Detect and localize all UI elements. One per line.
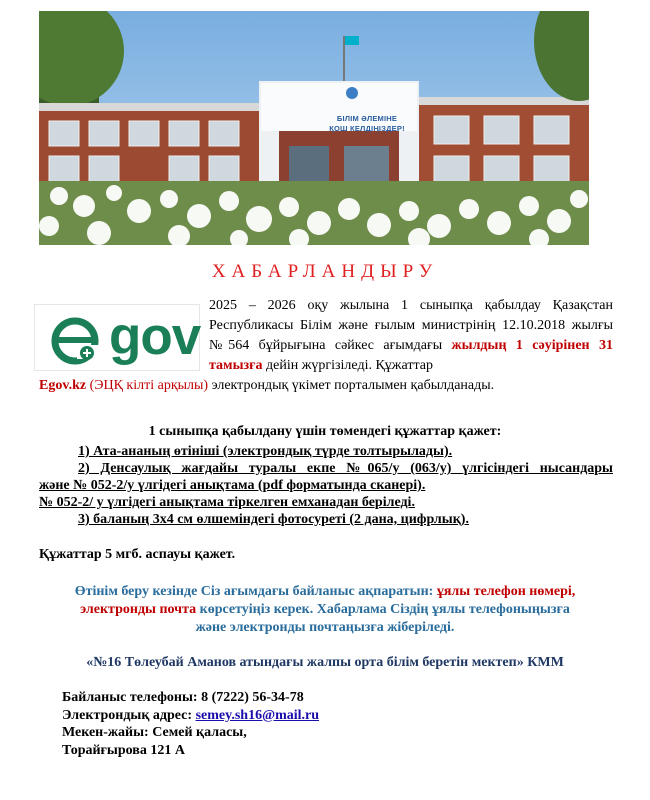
contact-address-line2: Торайғырова 121 А [62, 742, 185, 758]
document-item-2-line3: № 052-2/ у үлгідегі анықтама тіркелген емханадан беріледі. [39, 495, 415, 510]
intro-paragraph [209, 296, 613, 376]
contact-address-line1: Мекен-жайы: Семей қаласы, [62, 725, 247, 740]
notice-phone: ұялы телефон нөмері, [436, 584, 576, 599]
school-name: «№16 Төлеубай Аманов атындағы жалпы орта білім беретін мектеп» КММ [86, 655, 564, 670]
intro-text-1: 2025 – 2026 оқу жылына 1 сыныпқа қабылдау Қазақстан Республикасы Білім және ғылым министрінің 12.10.2018 жылғы №564 бұйрығына сәйкес ағымдағы [209, 298, 613, 353]
size-note: Құжаттар 5 мгб. аспауы қажет. [39, 547, 236, 562]
document-item-3: 3) баланың 3х4 см өлшеміндегі фотосуреті (2 дана, цифрлық). [78, 512, 469, 527]
notice-text-1: Өтінім беру кезінде Сіз ағымдағы байланыс ақпаратын: [74, 584, 437, 599]
documents-heading: 1 сыныпқа қабылдану үшін төмендегі құжаттар қажет: [148, 424, 502, 439]
egov-link[interactable]: Egov.kz [39, 378, 87, 393]
notice-text-2: көрсетуіңіз керек. Хабарлама Сіздің ұялы телефоныңызға [196, 602, 570, 617]
egov-logo-text: gov [109, 307, 201, 366]
contacts-block [62, 689, 582, 759]
contact-notice [0, 583, 650, 637]
intro-text-3: электрондық үкімет порталымен қабылданады. [208, 378, 495, 393]
intro-dates: жылдың 1 сәуірінен 31 тамызға [209, 338, 613, 373]
egov-note: (ЭЦҚ кілті арқылы) [86, 378, 209, 393]
school-building-image [39, 11, 589, 245]
intro-text-2: дейін жүргізіледі. Құжаттар [262, 358, 433, 373]
school-sign-line1: БІЛІМ ӘЛЕМІНЕ [336, 114, 398, 123]
document-item-2-line2: және № 052-2/у үлгідегі анықтама (pdf форматында сканері). [39, 478, 426, 493]
school-sign-line2: ҚОШ КЕЛДІҢІЗДЕР! [329, 124, 405, 133]
contact-phone: Байланыс телефоны: 8 (7222) 56-34-78 [62, 690, 304, 705]
school-photo [39, 11, 589, 245]
contact-email-label: Электрондық адрес: [62, 707, 196, 723]
page-title: ХАБАРЛАНДЫРУ [211, 261, 439, 282]
documents-list [39, 443, 613, 528]
contact-email-link[interactable]: semey.sh16@mail.ru [195, 707, 320, 723]
document-item-1: 1) Ата-ананың өтініші (электрондық түрде толтырылады). [78, 444, 453, 459]
egov-logo [34, 304, 200, 371]
intro-paragraph-end [39, 376, 613, 396]
school-sign [315, 114, 419, 134]
notice-email: электронды почта [80, 602, 197, 617]
egov-e-icon [35, 305, 115, 370]
document-item-2-line1: 2) Денсаулық жағдайы туралы екпе №065/у (063/у) үлгісіндегі нысандары [78, 461, 613, 476]
notice-text-3: және электронды почтаңызға жіберіледі. [195, 620, 455, 635]
